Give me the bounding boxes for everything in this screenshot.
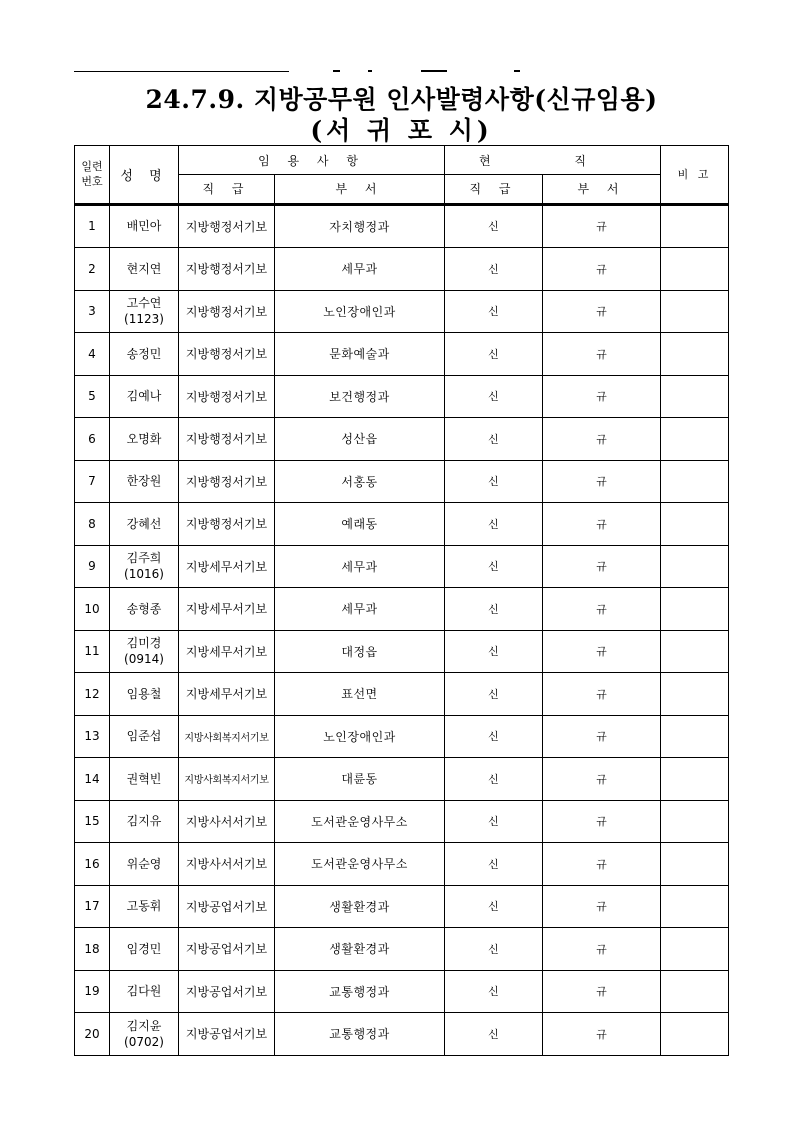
row-rank: 지방세무서기보 [179,630,275,673]
row-dept: 표선면 [275,673,445,716]
row-dept: 성산읍 [275,418,445,461]
table-row [75,588,729,631]
top-rule-dash [368,70,372,72]
table-row [75,205,729,248]
row-note [661,758,729,801]
row-note [661,673,729,716]
row-dept: 교통행정과 [275,1013,445,1056]
row-number: 8 [75,503,110,546]
table-row [75,800,729,843]
row-number: 16 [75,843,110,886]
row-rank: 지방행정서기보 [179,205,275,248]
row-current-dept: 규 [543,460,661,503]
row-name-text: 김지유 [126,814,162,829]
table-body [75,205,729,1055]
row-dept: 대정읍 [275,630,445,673]
row-name-text: 김다원 [126,984,162,999]
table-row [75,1013,729,1056]
table-row [75,545,729,588]
row-dept: 예래동 [275,503,445,546]
table-row [75,843,729,886]
row-note [661,630,729,673]
row-dept: 생활환경과 [275,928,445,971]
row-current-dept: 규 [543,545,661,588]
row-current-rank: 신 [445,205,543,248]
row-name-text: 권혁빈 [126,771,162,786]
table-row [75,503,729,546]
row-name-text: 임용철 [126,686,162,701]
table-row [75,248,729,291]
row-name-sub: (1123) [124,312,164,327]
row-name-text: 오명화 [126,431,162,446]
row-rank: 지방사서서기보 [179,800,275,843]
document-title: 24.7.9. 지방공무원 인사발령사항(신규임용) [145,85,658,114]
table-row [75,673,729,716]
row-rank: 지방행정서기보 [179,248,275,291]
row-number: 4 [75,333,110,376]
row-name-text: 김지윤 [126,1018,162,1033]
table-row [75,630,729,673]
top-rule-dash [421,70,447,72]
row-name [110,928,179,971]
row-current-dept: 규 [543,843,661,886]
row-dept: 교통행정과 [275,970,445,1013]
row-name [110,843,179,886]
row-dept: 도서관운영사무소 [275,843,445,886]
header-dept: 부 서 [275,175,445,204]
row-rank: 지방사회복지서기보 [179,715,275,758]
row-name-text: 강혜선 [126,516,162,531]
row-name [110,290,179,333]
row-rank: 지방행정서기보 [179,375,275,418]
row-current-rank: 신 [445,843,543,886]
table-row [75,460,729,503]
row-number: 20 [75,1013,110,1056]
row-name [110,545,179,588]
row-number: 9 [75,545,110,588]
row-number: 6 [75,418,110,461]
row-current-rank: 신 [445,375,543,418]
row-note [661,418,729,461]
row-current-rank: 신 [445,758,543,801]
row-name-sub: (1016) [124,567,164,582]
row-name-text: 배민아 [126,219,162,234]
top-rule [74,71,289,72]
header-serial-line1: 일련 [81,160,103,174]
row-dept: 세무과 [275,248,445,291]
row-current-rank: 신 [445,970,543,1013]
top-rule-dash [514,70,520,72]
row-current-rank: 신 [445,588,543,631]
row-name [110,800,179,843]
row-dept: 문화예술과 [275,333,445,376]
row-dept: 보건행정과 [275,375,445,418]
row-current-dept: 규 [543,588,661,631]
row-rank: 지방사서서기보 [179,843,275,886]
row-name [110,970,179,1013]
row-current-dept: 규 [543,758,661,801]
row-name-text: 김예나 [126,389,162,404]
row-dept: 서홍동 [275,460,445,503]
row-name [110,418,179,461]
row-name [110,885,179,928]
row-rank: 지방행정서기보 [179,460,275,503]
row-note [661,503,729,546]
row-current-dept: 규 [543,503,661,546]
row-dept: 생활환경과 [275,885,445,928]
row-name [110,333,179,376]
row-note [661,800,729,843]
row-name-text: 김주희 [126,551,162,566]
row-rank: 지방공업서기보 [179,928,275,971]
row-name-text: 위순영 [126,856,162,871]
row-note [661,290,729,333]
row-name-text: 고동휘 [126,899,162,914]
row-current-dept: 규 [543,800,661,843]
row-rank: 지방행정서기보 [179,418,275,461]
row-rank: 지방공업서기보 [179,1013,275,1056]
row-current-rank: 신 [445,630,543,673]
header-appointment: 임 용 사 항 [179,146,445,175]
row-dept: 대륜동 [275,758,445,801]
row-current-rank: 신 [445,715,543,758]
row-rank: 지방행정서기보 [179,333,275,376]
header-current: 현 직 [445,146,661,175]
table-row [75,928,729,971]
row-note [661,248,729,291]
header-name: 성 명 [110,146,179,204]
row-note [661,375,729,418]
row-current-rank: 신 [445,885,543,928]
row-name-text: 임준섭 [126,729,162,744]
header-rank: 직 급 [179,175,275,204]
row-current-rank: 신 [445,460,543,503]
row-note [661,970,729,1013]
row-number: 14 [75,758,110,801]
row-note [661,205,729,248]
row-current-rank: 신 [445,545,543,588]
row-rank: 지방사회복지서기보 [179,758,275,801]
row-name [110,673,179,716]
row-name [110,715,179,758]
row-name [110,758,179,801]
row-name [110,503,179,546]
row-rank: 지방행정서기보 [179,290,275,333]
row-number: 11 [75,630,110,673]
row-name-text: 고수연 [126,296,162,311]
row-current-dept: 규 [543,333,661,376]
table-row [75,885,729,928]
row-current-rank: 신 [445,333,543,376]
row-current-dept: 규 [543,630,661,673]
row-number: 17 [75,885,110,928]
row-name [110,630,179,673]
row-name-text: 송형종 [126,601,162,616]
row-name [110,205,179,248]
row-note [661,885,729,928]
row-note [661,843,729,886]
top-rule-dash [333,70,340,72]
row-number: 15 [75,800,110,843]
row-number: 1 [75,205,110,248]
row-name-text: 현지연 [126,261,162,276]
row-current-dept: 규 [543,375,661,418]
row-name [110,1013,179,1056]
document-subtitle: (서 귀 포 시) [310,116,493,145]
row-dept: 도서관운영사무소 [275,800,445,843]
row-number: 2 [75,248,110,291]
table-row [75,970,729,1013]
row-number: 7 [75,460,110,503]
row-name [110,460,179,503]
row-dept: 자치행정과 [275,205,445,248]
row-number: 18 [75,928,110,971]
row-dept: 세무과 [275,545,445,588]
row-note [661,1013,729,1056]
row-note [661,460,729,503]
header-cur-dept: 부 서 [543,175,661,204]
header-cur-rank: 직 급 [445,175,543,204]
row-note [661,588,729,631]
table-row [75,715,729,758]
row-current-rank: 신 [445,800,543,843]
table-row [75,758,729,801]
header-row-top [75,146,729,175]
header-serial-number [75,146,110,204]
row-name-text: 송정민 [126,346,162,361]
row-current-dept: 규 [543,970,661,1013]
row-current-rank: 신 [445,673,543,716]
row-current-dept: 규 [543,885,661,928]
row-number: 5 [75,375,110,418]
row-current-dept: 규 [543,673,661,716]
table-row [75,333,729,376]
row-current-rank: 신 [445,290,543,333]
row-current-rank: 신 [445,418,543,461]
row-current-dept: 규 [543,248,661,291]
row-dept: 노인장애인과 [275,715,445,758]
row-note [661,715,729,758]
row-current-dept: 규 [543,205,661,248]
row-rank: 지방공업서기보 [179,885,275,928]
row-name-text: 임경민 [126,941,162,956]
row-name [110,248,179,291]
row-note [661,928,729,971]
row-current-rank: 신 [445,1013,543,1056]
row-number: 3 [75,290,110,333]
row-rank: 지방세무서기보 [179,588,275,631]
table-row [75,418,729,461]
row-rank: 지방행정서기보 [179,503,275,546]
row-current-dept: 규 [543,715,661,758]
row-number: 19 [75,970,110,1013]
row-number: 12 [75,673,110,716]
row-note [661,333,729,376]
row-current-rank: 신 [445,503,543,546]
header-serial-line2: 번호 [81,175,103,189]
row-current-rank: 신 [445,248,543,291]
row-dept: 노인장애인과 [275,290,445,333]
row-name-sub: (0914) [124,652,164,667]
row-number: 13 [75,715,110,758]
row-name [110,588,179,631]
row-current-dept: 규 [543,418,661,461]
row-rank: 지방세무서기보 [179,545,275,588]
header-note: 비 고 [661,146,729,204]
row-current-dept: 규 [543,928,661,971]
row-number: 10 [75,588,110,631]
row-rank: 지방공업서기보 [179,970,275,1013]
appointment-table [74,145,729,1056]
row-name-text: 한장원 [126,474,162,489]
row-current-dept: 규 [543,1013,661,1056]
table-row [75,290,729,333]
table-row [75,375,729,418]
row-current-dept: 규 [543,290,661,333]
row-name-text: 김미경 [126,636,162,651]
row-note [661,545,729,588]
row-name [110,375,179,418]
row-current-rank: 신 [445,928,543,971]
row-name-sub: (0702) [124,1034,164,1049]
row-rank: 지방세무서기보 [179,673,275,716]
row-dept: 세무과 [275,588,445,631]
